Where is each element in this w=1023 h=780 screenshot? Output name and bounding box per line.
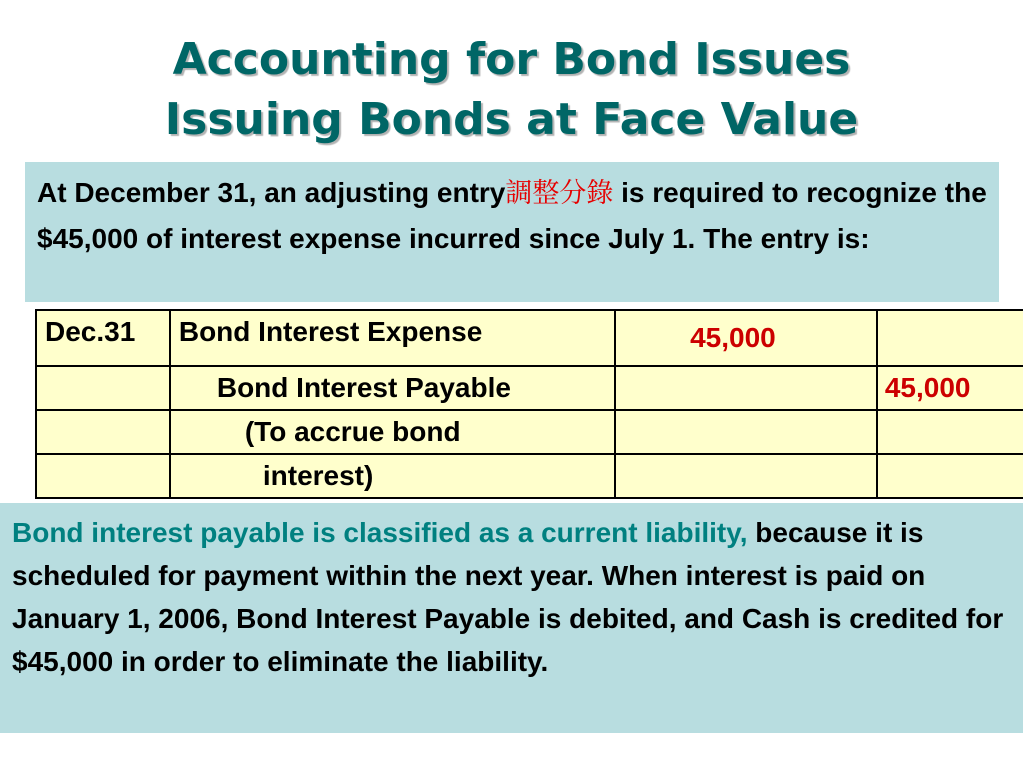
title-line-2: Issuing Bonds at Face Value [164,94,859,145]
journal-date: Dec.31 [36,310,170,366]
debit-account: Bond Interest Expense [170,310,615,366]
note-box [0,503,1023,733]
journal-row-memo-1 [36,410,1023,454]
intro-chinese-term: 調整分錄 [505,178,614,209]
credit-debit-cell-empty [615,366,877,410]
note-highlight: Bond interest payable is classified as a current liability, [12,517,748,548]
empty-amount-cell [877,410,1023,454]
empty-date-cell [36,366,170,410]
memo-line-1: (To accrue bond [170,410,615,454]
credit-account: Bond Interest Payable [170,366,615,410]
title-line-1: Accounting for Bond Issues [172,34,851,85]
debit-credit-cell-empty [877,310,1023,366]
intro-text-after: is required to recognize the $45,000 of interest expense incurred since July 1. The entry is: [37,177,987,254]
empty-date-cell [36,454,170,498]
journal-entry-table [35,309,1023,499]
note-text: because it is scheduled for payment within the next year. When interest is paid on January 1, 2006, Bond Interest Payable is debited, and Cash is credited for $45,000 in order to eliminate the liability. [12,517,1004,677]
empty-amount-cell [615,454,877,498]
memo-line-2: interest) [170,454,615,498]
intro-box [25,162,999,302]
intro-text-before: At December 31, an adjusting entry [37,177,506,208]
empty-date-cell [36,410,170,454]
slide-title [0,30,1023,150]
journal-row-credit [36,366,1023,410]
empty-amount-cell [877,454,1023,498]
debit-amount: 45,000 [615,310,877,366]
journal-row-debit [36,310,1023,366]
credit-amount: 45,000 [877,366,1023,410]
empty-amount-cell [615,410,877,454]
journal-row-memo-2 [36,454,1023,498]
